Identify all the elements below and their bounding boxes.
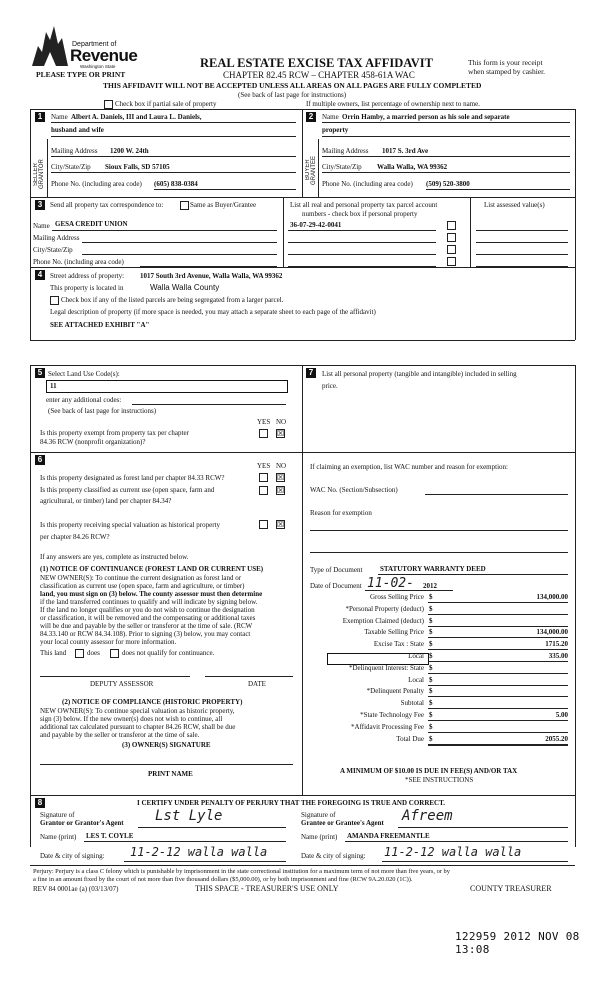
seller-mail-label: Mailing Address — [51, 147, 98, 155]
located-county: Walla Walla County — [150, 283, 220, 292]
fee-row-currency: $ — [429, 640, 433, 648]
fee-row — [0, 711, 600, 722]
fee-row-label: Total Due — [396, 735, 424, 743]
logo-dept: Department of — [72, 41, 117, 48]
forest-yes-checkbox[interactable] — [259, 473, 268, 482]
exempt-q2: 84.36 RCW (nonprofit organization)? — [40, 438, 146, 446]
grantor-name-print-label: Name (print) — [40, 833, 77, 841]
fee-row-currency: $ — [429, 699, 433, 707]
buyer-grantee-label: BUYER GRANTEE — [305, 155, 317, 185]
section-7-badge: 7 — [306, 368, 316, 378]
wac-label: WAC No. (Section/Subsection) — [310, 486, 398, 494]
fee-row — [0, 628, 600, 639]
located-in-label: This property is located in — [50, 284, 124, 292]
buyer-phone-label: Phone No. (including area code) — [322, 180, 413, 188]
s5-no-header: NO — [276, 418, 287, 426]
seller-name-label: Name — [51, 113, 68, 121]
doc-date-year: 2012 — [423, 582, 437, 590]
forest-no-checkbox[interactable]: ☒ — [277, 473, 285, 482]
parcel-2-personal-checkbox[interactable] — [447, 233, 456, 242]
fee-row-value: 134,000.00 — [536, 628, 568, 636]
fee-row-value: 134,000.00 — [536, 593, 568, 601]
section-4-badge: 4 — [35, 270, 45, 280]
logo-state: Washington State — [80, 64, 116, 69]
fee-row-label: *Affidavit Processing Fee — [351, 723, 424, 731]
section-8-badge: 8 — [35, 798, 45, 808]
section-5-badge: 5 — [35, 368, 45, 378]
deputy-assessor-label: DEPUTY ASSESSOR — [90, 680, 154, 688]
fee-row-currency: $ — [429, 593, 433, 601]
owner-signature-label: (3) OWNER(S) SIGNATURE — [122, 741, 211, 749]
fee-row — [0, 652, 600, 663]
grantee-name-print-label: Name (print) — [301, 833, 338, 841]
form-title: REAL ESTATE EXCISE TAX AFFIDAVIT — [200, 56, 433, 70]
grantor-date-city: 11-2-12 walla walla — [130, 845, 268, 859]
fee-row — [0, 687, 600, 698]
historic-question-2: per chapter 84.26 RCW? — [40, 533, 110, 541]
segregated-checkbox[interactable] — [50, 296, 59, 305]
fee-row-currency: $ — [429, 723, 433, 731]
notice2-line: additional tax calculated pursuant to chapter 84.26 RCW, shall be due — [40, 723, 236, 731]
fee-row-value: 1715.20 — [545, 640, 568, 648]
does-label: does — [87, 649, 100, 657]
personal-property-label-1: List all personal property (tangible and intangible) included in selling — [322, 370, 517, 378]
notice1-line: your local county assessor for more information. — [40, 638, 177, 646]
fee-row — [0, 723, 600, 734]
notice1-line: if the land transferred continues to qualify and will indicate by signing below. — [40, 598, 258, 606]
s6-yes-header: YES — [257, 462, 271, 470]
partial-sale-checkbox[interactable] — [104, 100, 113, 109]
s5-yes-header: YES — [257, 418, 271, 426]
buyer-phone: (509) 520-3800 — [426, 180, 470, 188]
corr-city-label: City/State/Zip — [33, 246, 73, 254]
fee-row-currency: $ — [429, 664, 433, 672]
perjury-notice-1: Perjury: Perjury is a class C felony which is punishable by imprisonment in the state correctional institution for a maximum term of not more than five years, or by — [33, 868, 450, 875]
grantor-signature: Lst Lyle — [155, 808, 223, 824]
fee-row-label: *Personal Property (deduct) — [345, 605, 424, 613]
notice2-line: and payable by the seller or transferor at the time of sale. — [40, 731, 200, 739]
certify-statement: I CERTIFY UNDER PENALTY OF PERJURY THAT THE FOREGOING IS TRUE AND CORRECT. — [137, 799, 446, 807]
same-as-buyer-checkbox[interactable] — [180, 201, 189, 210]
notice1-line: 84.33.140 or RCW 84.34.108). Prior to signing (3) below, you may contact — [40, 630, 251, 638]
county-treasurer-label: COUNTY TREASURER — [470, 884, 552, 893]
fee-row-label: *Delinquent Penalty — [366, 687, 424, 695]
if-yes-note: If any answers are yes, complete as instructed below. — [40, 553, 189, 561]
parcel-4-personal-checkbox[interactable] — [447, 257, 456, 266]
please-type: PLEASE TYPE OR PRINT — [36, 70, 126, 79]
exempt-q1: Is this property exempt from property tax per chapter — [40, 429, 189, 437]
section-1-badge: 1 — [35, 112, 45, 122]
street-address-label: Street address of property: — [50, 272, 125, 280]
section-3-badge: 3 — [35, 200, 45, 210]
parcel-3-personal-checkbox[interactable] — [447, 245, 456, 254]
grantor-sig-label-2: Grantor or Grantor's Agent — [40, 819, 124, 827]
fee-row-label: Local — [408, 676, 424, 684]
form-revision: REV 84 0001ae (a) (03/13/07) — [33, 885, 119, 893]
historic-question-1: Is this property receiving special valuation as historical property — [40, 521, 221, 529]
send-correspondence-label: Send all property tax correspondence to: — [50, 201, 164, 209]
notice1-line: will be due and payable by the seller or transferor at the time of sale. (RCW — [40, 622, 253, 630]
fee-row — [0, 593, 600, 604]
doc-type-label: Type of Document — [310, 566, 363, 574]
warning-text: THIS AFFIDAVIT WILL NOT BE ACCEPTED UNLESS ALL AREAS ON ALL PAGES ARE FULLY COMPLETED — [103, 81, 482, 90]
exempt-no-checkbox[interactable]: ☒ — [277, 429, 285, 438]
logo — [30, 22, 138, 70]
reason-label: Reason for exemption — [310, 509, 372, 517]
notice1-line: NEW OWNER(S): To continue the current designation as forest land or — [40, 574, 242, 582]
seller-name: Albert A. Daniels, III and Laura L. Daniels, — [71, 113, 202, 121]
doc-date-label: Date of Document — [310, 582, 362, 590]
buyer-name: Orrin Hamby, a married person as his sole and separate — [342, 113, 510, 121]
parcel-number: 36-07-29-42-0041 — [290, 221, 342, 229]
grantee-sig-label-1: Signature of — [301, 811, 336, 819]
cashier-stamp: 122959 2012 NOV 08 13:08 — [455, 930, 580, 956]
notice1-line: land, you must sign on (3) below. The county assessor must then determine — [40, 590, 263, 598]
fee-row-label: *Delinquent Interest: State — [348, 664, 424, 672]
mountain-logo-icon — [30, 22, 70, 68]
fee-row-currency: $ — [429, 676, 433, 684]
fee-row-label: Gross Selling Price — [369, 593, 424, 601]
grantee-name-print: AMANDA FREEMANTLE — [347, 832, 430, 840]
buyer-city-label: City/State/Zip — [322, 163, 362, 171]
land-use-input[interactable] — [46, 380, 288, 393]
receipt-note-2: when stamped by cashier. — [468, 67, 546, 76]
forest-land-question: Is this property designated as forest land per chapter 84.33 RCW? — [40, 474, 225, 482]
perjury-notice-2: a fine in an amount fixed by the court of not more than five thousand dollars ($5,000.00), or by both imprisonment and fine (RCW 9A.20.020 (1C)). — [33, 876, 413, 883]
same-as-buyer-label: Same as Buyer/Grantee — [190, 201, 257, 209]
buyer-name-2: property — [322, 126, 349, 134]
assessed-header: List assessed value(s) — [484, 201, 545, 209]
notice2-line: sign (3) below. If the new owner(s) does not wish to continue, all — [40, 715, 223, 723]
does-not-label: does not qualify for continuance. — [122, 649, 215, 657]
seller-name-2: husband and wife — [51, 126, 104, 134]
notice1-line: classification as current use (open space, farm and agriculture, or timber) — [40, 582, 245, 590]
fee-row-value: 2055.20 — [545, 735, 568, 743]
fee-row-currency: $ — [429, 617, 433, 625]
s6-no-header: NO — [276, 462, 287, 470]
fee-row-label: *State Technology Fee — [360, 711, 424, 719]
personal-property-label-2: price. — [322, 382, 338, 390]
fee-row — [0, 676, 600, 687]
seller-city-label: City/State/Zip — [51, 163, 91, 171]
fee-row-currency: $ — [429, 687, 433, 695]
multiple-owners-note: If multiple owners, list percentage of ownership next to name. — [306, 100, 480, 108]
fee-row-label: Exemption Claimed (deduct) — [342, 617, 424, 625]
land-use-value: 11 — [50, 382, 57, 390]
grantee-date-city-label: Date & city of signing: — [301, 852, 366, 860]
buyer-mail-label: Mailing Address — [322, 147, 369, 155]
fee-row-value: 5.00 — [555, 711, 568, 719]
seller-phone: (605) 838-0384 — [154, 180, 198, 188]
fee-row — [0, 640, 600, 651]
exempt-yes-checkbox[interactable] — [259, 429, 268, 438]
notice1-line: If the land no longer qualifies or you do not wish to continue the designation — [40, 606, 255, 614]
corr-name-label: Name — [33, 222, 50, 230]
seller-city: Sioux Falls, SD 57105 — [105, 163, 170, 171]
this-land-label: This land — [40, 649, 67, 657]
land-use-label: Select Land Use Code(s): — [48, 370, 120, 378]
fee-row — [0, 699, 600, 710]
grantor-name-print: LES T. COYLE — [86, 832, 134, 840]
receipt-note-1: This form is your receipt — [468, 58, 543, 67]
historic-yes-checkbox[interactable] — [259, 520, 268, 529]
print-name-label: PRINT NAME — [148, 770, 193, 778]
parcel-header-1: List all real and personal property tax parcel account — [290, 201, 438, 209]
fee-row-label: Taxable Selling Price — [364, 628, 424, 636]
treasurer-use-label: THIS SPACE - TREASURER'S USE ONLY — [195, 884, 339, 893]
form-subtitle: CHAPTER 82.45 RCW – CHAPTER 458-61A WAC — [223, 70, 415, 80]
land-use-see-back: (See back of last page for instructions) — [48, 407, 157, 415]
corr-name: GESA CREDIT UNION — [55, 220, 128, 228]
fee-row-currency: $ — [429, 735, 433, 743]
legal-description: SEE ATTACHED EXHIBIT "A" — [50, 321, 150, 329]
grantee-sig-label-2: Grantee or Grantee's Agent — [301, 819, 384, 827]
fee-row-currency: $ — [429, 652, 433, 660]
seller-phone-label: Phone No. (including area code) — [51, 180, 142, 188]
parcel-header-2: numbers - check box if personal property — [302, 210, 418, 218]
grantee-date-city: 11-2-12 walla walla — [384, 845, 522, 859]
segregated-label: Check box if any of the listed parcels are being segregated from a larger parcel. — [61, 296, 284, 304]
street-address: 1017 South 3rd Avenue, Walla Walla, WA 99362 — [140, 272, 283, 280]
doc-date-handwritten: 11-02- — [367, 576, 414, 591]
historic-no-checkbox[interactable]: ☒ — [277, 520, 285, 529]
current-use-no-checkbox[interactable]: ☒ — [277, 486, 285, 495]
parcel-1-personal-checkbox[interactable] — [447, 221, 456, 230]
fee-row-label: Subtotal — [400, 699, 424, 707]
corr-mail-label: Mailing Address — [33, 234, 80, 242]
buyer-name-label: Name — [322, 113, 339, 121]
corr-phone-label: Phone No. (including area code) — [33, 258, 124, 266]
current-use-yes-checkbox[interactable] — [259, 486, 268, 495]
current-use-question-2: agricultural, or timber) land per chapter 84.34? — [40, 497, 172, 505]
seller-mail: 1200 W. 24th — [110, 147, 149, 155]
logo-revenue: Revenue — [70, 46, 138, 65]
fee-row — [0, 605, 600, 616]
assessor-date-label: DATE — [248, 680, 266, 688]
fee-row-value: 335.00 — [548, 652, 568, 660]
buyer-mail: 1017 S. 3rd Ave — [382, 147, 429, 155]
grantor-sig-label-1: Signature of — [40, 811, 75, 819]
notice2-line: NEW OWNER(S): To continue special valuation as historic property, — [40, 707, 235, 715]
exemption-label: If claiming an exemption, list WAC number and reason for exemption: — [310, 463, 508, 471]
see-instructions-note: *SEE INSTRUCTIONS — [405, 776, 474, 784]
doc-type: STATUTORY WARRANTY DEED — [380, 565, 486, 573]
notice-continuance-title: (1) NOTICE OF CONTINUANCE (FOREST LAND OR CURRENT USE) — [40, 565, 264, 573]
legal-description-label: Legal description of property (if more space is needed, you may attach a separate sheet to each page of the affidavit) — [50, 308, 376, 316]
section-6-badge: 6 — [35, 455, 45, 465]
current-use-question-1: Is this property classified as current use (open space, farm and — [40, 486, 215, 494]
see-back-header: (See back of last page for instructions) — [238, 91, 347, 99]
fee-row-label: Excise Tax : State — [373, 640, 424, 648]
minimum-due-note: A MINIMUM OF $10.00 IS DUE IN FEE(S) AND/OR TAX — [340, 767, 518, 775]
fee-row-currency: $ — [429, 628, 433, 636]
grantor-date-city-label: Date & city of signing: — [40, 852, 105, 860]
fee-row-currency: $ — [429, 711, 433, 719]
grantee-signature: Afreem — [402, 808, 453, 824]
fee-row — [0, 664, 600, 675]
fee-row — [0, 617, 600, 628]
notice-compliance-title: (2) NOTICE OF COMPLIANCE (HISTORIC PROPERTY) — [62, 698, 243, 706]
seller-grantor-label: SELLER GRANTOR — [33, 159, 45, 189]
section-2-badge: 2 — [306, 112, 316, 122]
fee-row-label: Local — [408, 652, 424, 660]
additional-codes-label: enter any additional codes: — [46, 396, 122, 404]
partial-sale-label: Check box if partial sale of property — [115, 100, 217, 108]
notice1-line: or classification, it will be removed and the compensating or additional taxes — [40, 614, 256, 622]
fee-row-currency: $ — [429, 605, 433, 613]
buyer-city: Walla Walla, WA 99362 — [377, 163, 448, 171]
